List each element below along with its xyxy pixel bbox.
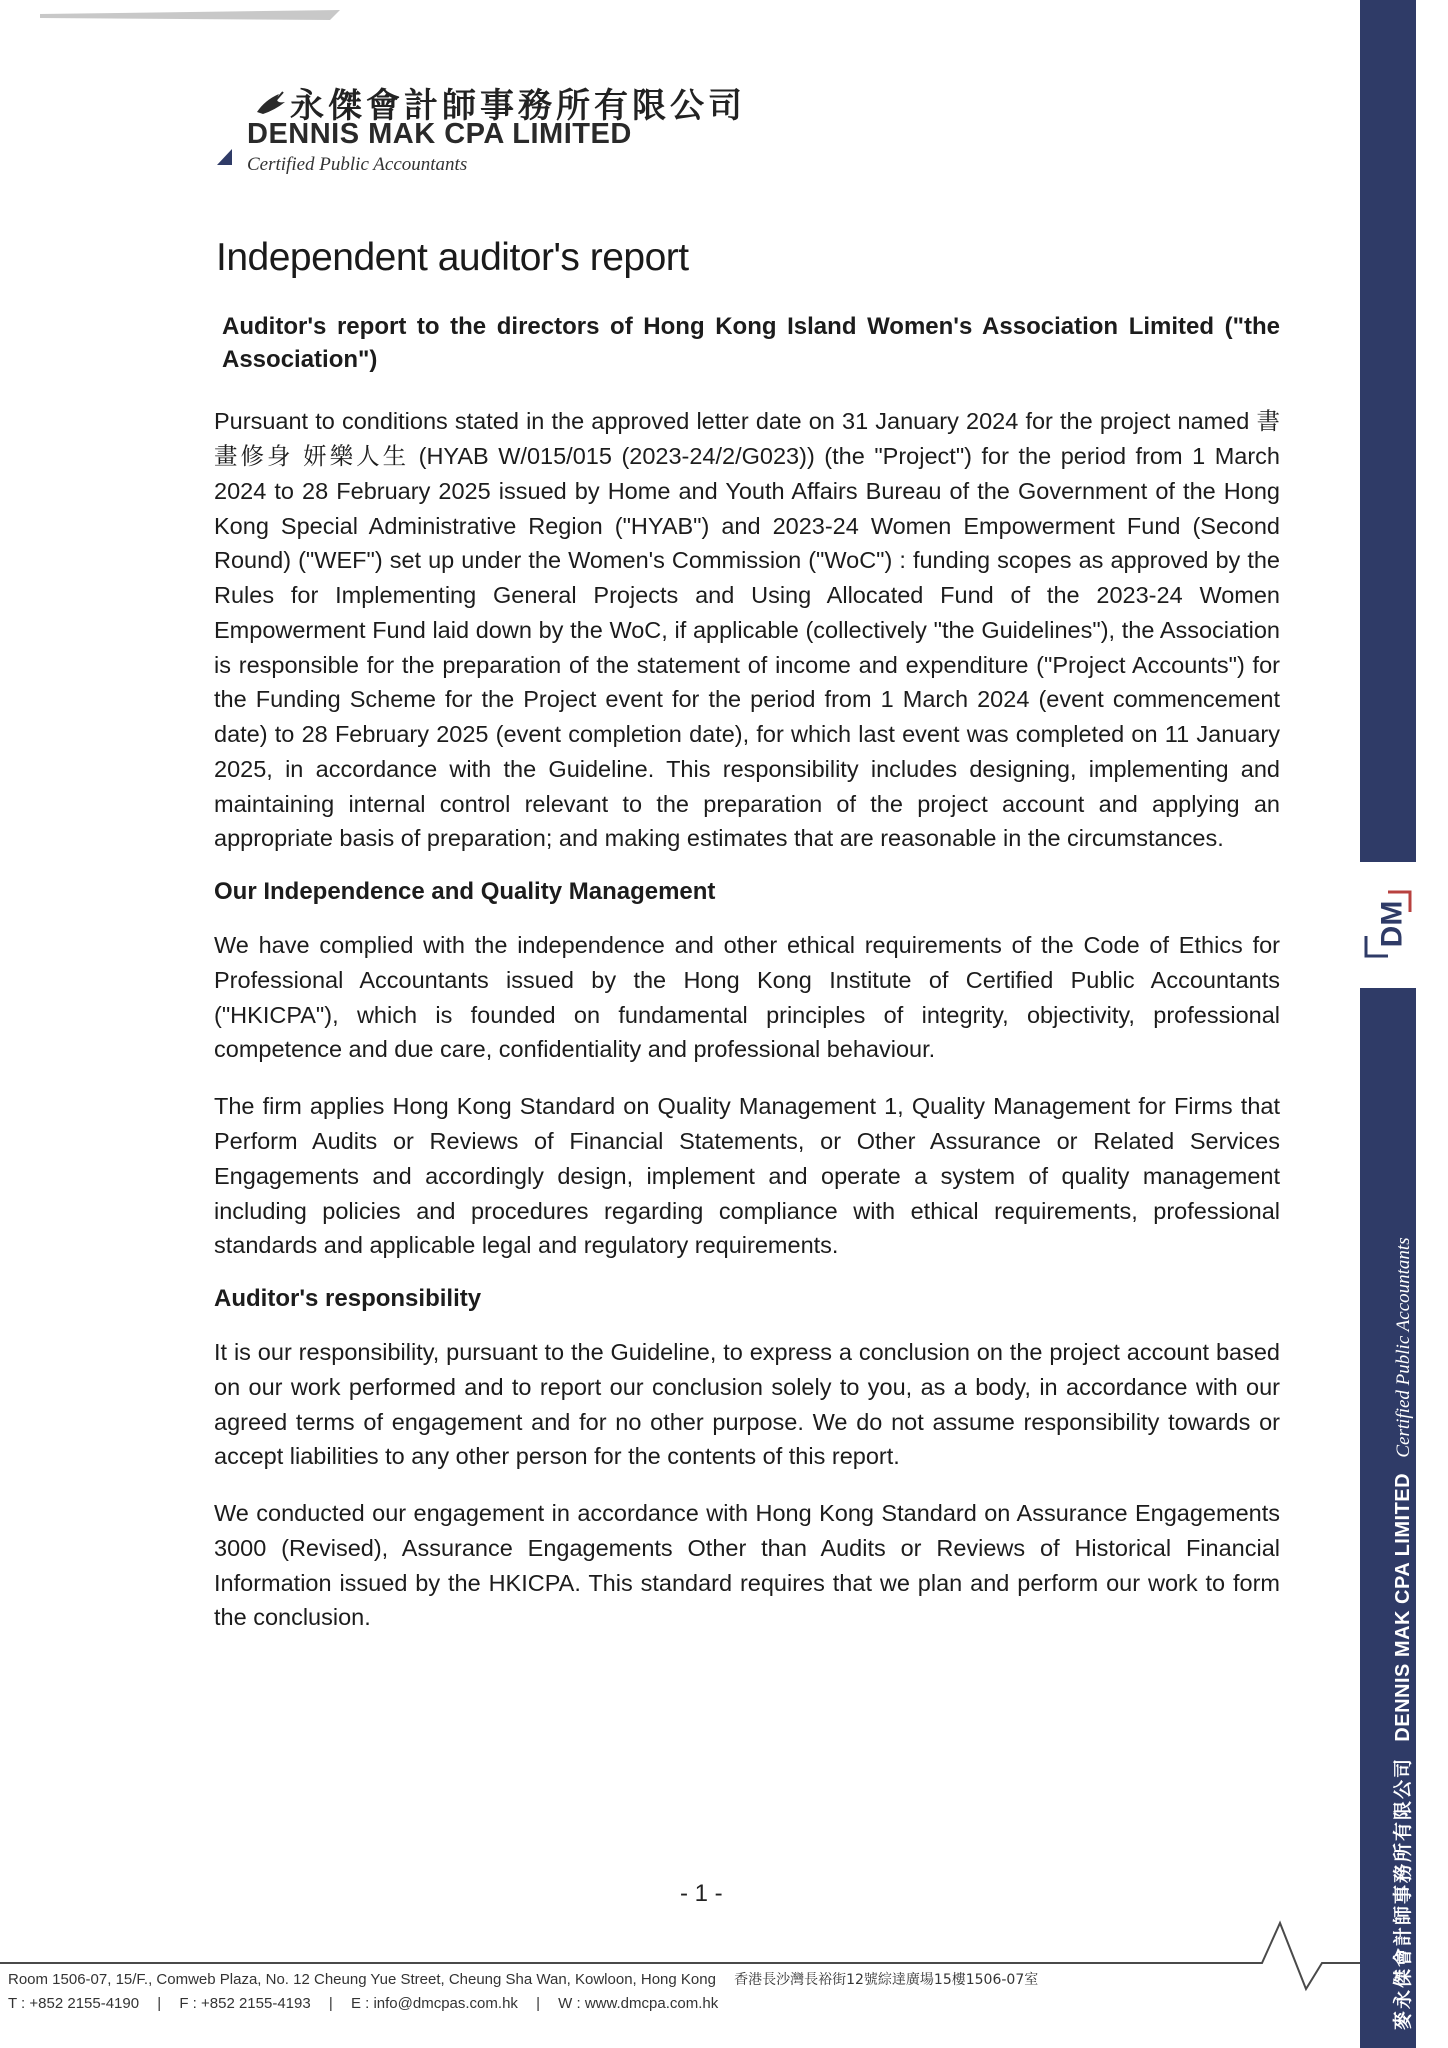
letterhead-tagline: Certified Public Accountants [247,154,468,175]
footer-address [8,1969,1038,1989]
dm-logo-icon [1358,888,1418,960]
responsibility-paragraph-2: We conducted our engagement in accordance with Hong Kong Standard on Assurance Engagements 3000 (Revised), Assurance Engagements Other than Audits or Reviews of Historical Financial Information issued by the HKICPA. This standard requires that we plan and perform our work to form the conclusion. [214,1500,1280,1631]
section-heading-auditor-responsibility: Auditor's responsibility [214,1285,482,1313]
footer-email[interactable]: E : info@dmcpas.com.hk [350,1995,518,2012]
sidebar-vertical-text [1388,1237,1415,2030]
sidebar-firm-name-cn: 麥永傑會計師事務所有限公司 [1392,1756,1414,2030]
sidebar-tagline: Certified Public Accountants [1393,1237,1414,1458]
footer-address-cn: 香港長沙灣長裕街12號綜達廣場15樓1506-07室 [734,1972,1039,1988]
independence-paragraph-2: The firm applies Hong Kong Standard on Quality Management 1, Quality Management for Firms that Perform Audits or Reviews of Financial Statements, or Other Assurance or Related Services Engagements and accordingly design, implement and operate a system of quality management including policies and procedures regarding compliance with ethical requirements, professional standards and applicable legal and regulatory requirements. [214,1093,1280,1259]
section-heading-independence: Our Independence and Quality Management [214,878,716,906]
footer-separator: | [157,1995,162,2012]
footer-separator: | [328,1995,333,2012]
letterhead-firm-name-cn: 永傑會計師事務所有限公司 [290,86,746,126]
sidebar-firm-name-en: DENNIS MAK CPA LIMITED [1392,1472,1414,1742]
scan-edge-mark [40,6,340,28]
responsibility-paragraph-1: It is our responsibility, pursuant to the Guideline, to express a conclusion on the project account based on our work performed and to report our conclusion solely to you, as a body, in accordance with our agreed terms of engagement and for no other purpose. We do not assume responsibility towards or accept liabilities to any other person for the contents of this report. [214,1339,1280,1470]
letterhead-triangle-icon [217,149,233,167]
report-body [212,236,1280,1657]
report-title: Independent auditor's report [216,236,689,279]
footer-separator: | [536,1995,540,2012]
footer-website[interactable]: W : www.dmcpa.com.hk [558,1995,719,2012]
intro-paragraph: Pursuant to conditions stated in the approved letter date on 31 January 2024 for the project named 書畫修身 妍樂人生 (HYAB W/015/015 (2023-24/2/G023)) (the "Project") for the period from 1 March 2024 to 28 February 2025 issued by Home and Youth Affairs Bureau of the Government of the Hong Kong Special Administrative Region ("HYAB") and 2023-24 Women Empowerment Fund (Second Round) ("WEF") set up under the Women's Commission ("WoC") : funding scopes as approved by the Rules for Implementing General Projects and Using Allocated Fund of the 2023-24 Women Empowerment Fund laid down by the WoC, if applicable (collectively "the Guidelines"), the Association is responsible for the preparation of the statement of income and expenditure ("Project Accounts") for the Funding Scheme for the Project event for the period from 1 March 2024 (event commencement date) to 28 February 2025 (event completion date), for which last event was completed on 11 January 2025, in accordance with the Guideline. This responsibility includes designing, implementing and maintaining internal control relevant to the preparation of the project account and applying an appropriate basis of preparation; and making estimates that are reasonable in the circumstances. [214,408,1280,852]
footer-fax: F : +852 2155-4193 [179,1995,311,2012]
dm-logo-text: DM [1375,900,1409,948]
letterhead-firm-name-en: DENNIS MAK CPA LIMITED [247,118,632,150]
report-subtitle: Auditor's report to the directors of Hong Kong Island Women's Association Limited ("the Association") [222,313,1280,374]
independence-paragraph-1: We have complied with the independence and other ethical requirements of the Code of Ethics for Professional Accountants issued by the Hong Kong Institute of Certified Public Accountants ("HKICPA"), which is founded on fundamental principles of integrity, objectivity, professional competence and due care, confidentiality and professional behaviour. [214,932,1280,1063]
footer-tel: T : +852 2155-4190 [8,1995,140,2012]
footer-address-en: Room 1506-07, 15/F., Comweb Plaza, No. 12 Cheung Yue Street, Cheung Sha Wan, Kowloon, Hong Kong [8,1971,716,1988]
footer-contact [8,1995,718,2012]
page-number: - 1 - [680,1880,723,1907]
